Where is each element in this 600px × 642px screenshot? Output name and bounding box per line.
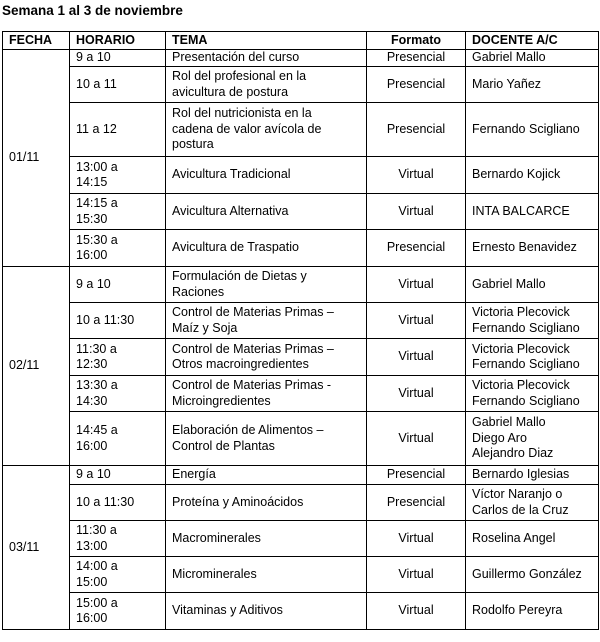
teacher-cell-line: Guillermo González <box>472 566 582 581</box>
topic-cell <box>166 339 367 376</box>
time-cell <box>70 194 166 230</box>
time-cell-line: 13:00 <box>76 538 108 553</box>
time-cell-line: 16:00 <box>76 248 108 262</box>
teacher-cell-line: Fernando Scigliano <box>472 320 580 335</box>
time-cell-line: 10 a 11:30 <box>76 312 135 327</box>
teacher-cell-line: Fernando Scigliano <box>472 393 580 408</box>
teacher-cell-line: Victoria Plecovick <box>472 305 570 319</box>
time-cell-line: 13:30 a <box>76 378 118 392</box>
teacher-cell <box>466 303 599 339</box>
time-cell-line: 10 a 11:30 <box>76 494 135 509</box>
format-cell: Presencial <box>367 67 466 103</box>
header-formato: Formato <box>367 32 466 50</box>
topic-cell <box>166 376 367 412</box>
topic-cell-line: avicultura de postura <box>172 84 289 99</box>
teacher-cell-line: Diego Aro <box>472 430 527 445</box>
topic-cell-line: Avicultura Tradicional <box>172 167 291 182</box>
format-cell: Virtual <box>367 194 466 230</box>
teacher-cell-line: Gabriel Mallo <box>472 50 546 65</box>
format-cell: Virtual <box>367 157 466 194</box>
table-row <box>3 267 599 303</box>
topic-cell <box>166 267 367 303</box>
topic-cell-line: Microingredientes <box>172 393 271 408</box>
teacher-cell <box>466 50 599 67</box>
topic-cell-line: Maíz y Soja <box>172 320 238 335</box>
teacher-cell-line: Victoria Plecovick <box>472 341 570 356</box>
teacher-cell <box>466 485 599 521</box>
time-cell <box>70 593 166 630</box>
time-cell-line: 14:15 a <box>76 196 118 210</box>
topic-cell-line: Formulación de Dietas y <box>172 269 307 283</box>
teacher-cell <box>466 593 599 630</box>
teacher-cell <box>466 376 599 412</box>
teacher-cell <box>466 521 599 557</box>
topic-cell <box>166 103 367 157</box>
topic-cell <box>166 412 367 466</box>
teacher-cell-line: Fernando Scigliano <box>472 357 580 371</box>
teacher-cell-line: Víctor Naranjo o <box>472 487 563 501</box>
topic-cell-line: Avicultura de Traspatio <box>172 240 299 255</box>
time-cell-line: 11:30 a <box>76 523 117 537</box>
teacher-cell <box>466 103 599 157</box>
format-cell: Presencial <box>367 103 466 157</box>
format-cell: Virtual <box>367 339 466 376</box>
topic-cell-line: Control de Materias Primas - <box>172 378 332 392</box>
time-cell-line: 15:00 a <box>76 595 118 610</box>
time-cell-line: 14:45 a <box>76 423 118 437</box>
table-row <box>3 339 599 376</box>
table-row <box>3 521 599 557</box>
time-cell <box>70 339 166 376</box>
teacher-cell <box>466 412 599 466</box>
topic-cell-line: Rol del nutricionista en la <box>172 106 312 121</box>
topic-cell-line: Proteína y Aminoácidos <box>172 494 304 509</box>
teacher-cell <box>466 67 599 103</box>
header-horario: HORARIO <box>70 32 166 50</box>
format-cell: Presencial <box>367 230 466 267</box>
time-cell-line: 14:30 <box>76 393 108 408</box>
teacher-cell-line: Fernando Scigliano <box>472 121 580 136</box>
format-cell: Virtual <box>367 593 466 630</box>
topic-cell-line: Control de Materias Primas – <box>172 341 334 356</box>
format-cell: Virtual <box>367 376 466 412</box>
time-cell <box>70 267 166 303</box>
time-cell <box>70 466 166 485</box>
teacher-cell-line: Victoria Plecovick <box>472 378 570 392</box>
topic-cell <box>166 50 367 67</box>
format-cell: Virtual <box>367 521 466 557</box>
format-cell: Virtual <box>367 412 466 466</box>
format-cell: Presencial <box>367 485 466 521</box>
teacher-cell-line: Carlos de la Cruz <box>472 502 569 517</box>
topic-cell <box>166 466 367 485</box>
teacher-cell-line: Bernardo Kojick <box>472 167 561 182</box>
header-row <box>3 32 599 50</box>
topic-cell <box>166 593 367 630</box>
time-cell <box>70 521 166 557</box>
date-cell: 01/11 <box>3 50 70 267</box>
teacher-cell-line: Rodolfo Pereyra <box>472 603 563 618</box>
topic-cell <box>166 521 367 557</box>
format-cell: Virtual <box>367 303 466 339</box>
teacher-cell <box>466 557 599 593</box>
topic-cell-line: Otros macroingredientes <box>172 357 309 371</box>
table-row <box>3 103 599 157</box>
teacher-cell <box>466 194 599 230</box>
topic-cell <box>166 485 367 521</box>
table-row <box>3 50 599 67</box>
time-cell-line: 11 a 12 <box>76 121 117 136</box>
time-cell-line: 11:30 a <box>76 341 117 356</box>
time-cell <box>70 412 166 466</box>
topic-cell-line: Raciones <box>172 284 225 299</box>
topic-cell-line: Elaboración de Alimentos – <box>172 423 324 437</box>
time-cell <box>70 485 166 521</box>
time-cell-line: 15:30 <box>76 211 108 226</box>
topic-cell-line: Vitaminas y Aditivos <box>172 603 283 618</box>
topic-cell-line: Microminerales <box>172 566 257 581</box>
time-cell-line: 16:00 <box>76 438 108 453</box>
table-row <box>3 557 599 593</box>
topic-cell-line: Macrominerales <box>172 530 261 545</box>
format-cell: Virtual <box>367 557 466 593</box>
header-fecha: FECHA <box>3 32 70 50</box>
teacher-cell-line: Bernardo Iglesias <box>472 467 570 482</box>
time-cell <box>70 376 166 412</box>
schedule-table <box>2 31 599 630</box>
table-row <box>3 303 599 339</box>
time-cell-line: 9 a 10 <box>76 276 111 291</box>
time-cell <box>70 157 166 194</box>
header-docente: DOCENTE A/C <box>466 32 599 50</box>
table-row <box>3 157 599 194</box>
topic-cell <box>166 303 367 339</box>
teacher-cell <box>466 267 599 303</box>
teacher-cell <box>466 157 599 194</box>
teacher-cell-line: Mario Yañez <box>472 76 542 91</box>
teacher-cell-line: Ernesto Benavidez <box>472 240 577 255</box>
topic-cell <box>166 157 367 194</box>
teacher-cell-line: Gabriel Mallo <box>472 415 546 430</box>
time-cell-line: 9 a 10 <box>76 467 111 482</box>
time-cell-line: 14:15 <box>76 175 108 189</box>
table-row <box>3 593 599 630</box>
topic-cell-line: Rol del profesional en la <box>172 69 307 83</box>
time-cell-line: 15:30 a <box>76 232 118 247</box>
date-cell: 03/11 <box>3 466 70 630</box>
format-cell: Presencial <box>367 50 466 67</box>
teacher-cell-line: Alejandro Diaz <box>472 446 554 461</box>
time-cell-line: 13:00 a <box>76 159 118 174</box>
time-cell-line: 9 a 10 <box>76 50 111 65</box>
header-tema: TEMA <box>166 32 367 50</box>
page-title: Semana 1 al 3 de noviembre <box>2 3 183 18</box>
table-row <box>3 67 599 103</box>
topic-cell <box>166 557 367 593</box>
topic-cell <box>166 194 367 230</box>
teacher-cell-line: INTA BALCARCE <box>472 203 570 218</box>
topic-cell-line: Control de Materias Primas – <box>172 305 334 319</box>
topic-cell <box>166 230 367 267</box>
topic-cell-line: Energía <box>172 467 216 482</box>
time-cell <box>70 103 166 157</box>
teacher-cell-line: Roselina Angel <box>472 530 556 545</box>
time-cell <box>70 303 166 339</box>
teacher-cell-line: Gabriel Mallo <box>472 276 546 291</box>
table-row <box>3 230 599 267</box>
time-cell <box>70 557 166 593</box>
time-cell-line: 12:30 <box>76 357 108 371</box>
topic-cell-line: cadena de valor avícola de <box>172 121 322 136</box>
topic-cell-line: postura <box>172 137 214 152</box>
teacher-cell <box>466 339 599 376</box>
table-row <box>3 376 599 412</box>
teacher-cell <box>466 230 599 267</box>
teacher-cell <box>466 466 599 485</box>
table-row <box>3 466 599 485</box>
topic-cell <box>166 67 367 103</box>
time-cell-line: 10 a 11 <box>76 76 117 91</box>
time-cell <box>70 50 166 67</box>
format-cell: Presencial <box>367 466 466 485</box>
time-cell <box>70 230 166 267</box>
time-cell-line: 14:00 a <box>76 559 118 573</box>
table-row <box>3 412 599 466</box>
topic-cell-line: Presentación del curso <box>172 50 300 65</box>
topic-cell-line: Control de Plantas <box>172 438 275 453</box>
time-cell-line: 15:00 <box>76 574 108 589</box>
time-cell-line: 16:00 <box>76 611 108 625</box>
table-row <box>3 485 599 521</box>
topic-cell-line: Avicultura Alternativa <box>172 203 289 218</box>
date-cell: 02/11 <box>3 267 70 466</box>
format-cell: Virtual <box>367 267 466 303</box>
table-row <box>3 194 599 230</box>
time-cell <box>70 67 166 103</box>
